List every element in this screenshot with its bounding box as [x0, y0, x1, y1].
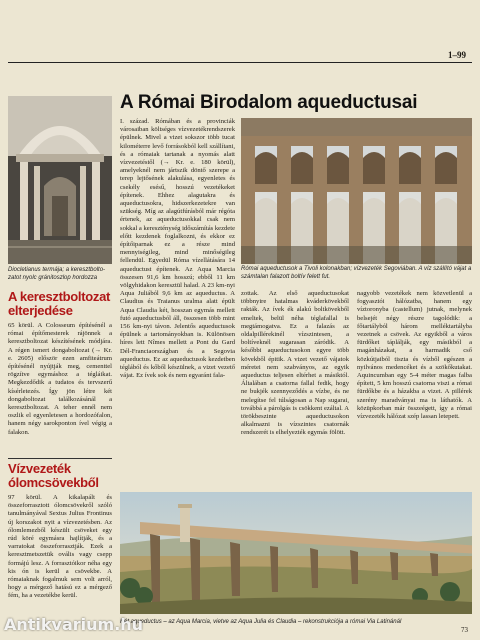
- segovia-aqueduct-photo: [241, 118, 472, 264]
- running-header-rule: [8, 62, 472, 63]
- bath-photo-caption: Diocletianus termája; a keresztbolto-zatot nyolc gránitoszlop hordozza: [8, 267, 106, 281]
- via-latina-reconstruction-painting: [120, 492, 472, 614]
- page-number: 73: [461, 626, 468, 634]
- section-text-lead-pipes: 97 körül. A kikalapált és összeforrasztott ólomcsövekről szóló tanulmányával Sextus Julius Frontinus új korszakot nyit a vízvezetésben. Az ólomlemezből készült csöveket egy rúd köré egymásra hajlítják, és a varratokat összeforrasztják. Ezek a keresztmetszetük ovális vagy csepp formájú lesz. A forrasztóikor néha egy kis ón is kerül a csövekbe. A rómaiaknak fogalmuk sem volt arról, hogy a mérgező hatású ez a mérgező fém, ha a vezetékbe kerül.: [8, 494, 112, 600]
- reconstruction-caption: Két aqueductus – az Aqua Marcia, vietve az Aqua Julia és Claudia – rekonstrukciója a római Via Latinánál: [120, 619, 402, 625]
- article-column-2: zottak. Az első aqueductusokat többnyire hatalmas kváderkövekből rakták. Az ívek ék alakú boltkövekből emeltek, belül néha téglafallal is megtámogatva. Ez a falazás az oldalpillérekinél vízszintesen, a boltíveknél sugarasan záródik. A későbbi aqueductusokon egyre több kövekből épitik. A vizet vezető vájatok méretei nem szabványos, az egyik aqueductus teljesen eltérhet a másiktól. Általában a csatorna fallal fedik, hogy ne bukjék szennyeződés a vízbe, és ne melegítse fel túlságosan a Nap sugarai, továbbá a párolgás is csökkent ezáltal. A törökbeszinte aqueductusokon alkalmazni is vízszintes csatornák rendszerét is elhelyezték egymás fölött.: [241, 290, 349, 437]
- article-column-3: nagyobb vezetékek nem közvetlenül a fogyasztói hálózatba, hanem egy víztoronyba (castellum) jutnak, melynek belsejét négy részre tagolódik: a főtartályból három melléktartályba vezetnek a csövek. Az egyikből a város fürdőket táplálják, egy másikból a magánházakat, a harmadik cső közkútjaiból tiszta és vízből egészen a nyilvános medencéket és a szökőkutakat. Aquincumban egy 5-4 méter magas falba épített, 5 km hosszú csatorna viszi a római fürdőkbe és a házakba a vizet. A pillérek szerény maradványai ma is láthatók. A közüpkorban már összeégett, így a római vízvezeték hálózat szép lassan letepett.: [357, 290, 472, 421]
- section-divider: [8, 458, 112, 459]
- section-text-cross-vault: 65 körül. A Colosseum építésénél a római építőmesterek rájönnek a keresztboltozat készítésének módjára. A régen ismert dongaboltozat (→ Kr. e. 2605) először ezen amfiteátrum építésénél nyújtják meg, cementtel rögzítve egymáshoz a tégláikat. Megkezdődik a tudatos és tervszerű kísérletezés. Így jön létre két dongaboltozat találkozásánál a keresztboltozat. A teher ennél nem oszlik el egyenletesen a hordozófalon, hanem négy sarokponton ível végig a falakon.: [8, 322, 112, 436]
- watermark: Antikvarium.hu: [4, 615, 144, 634]
- page-label: 1–99: [448, 50, 466, 60]
- section-heading-cross-vault: A keresztboltozat elterjedése: [8, 289, 111, 318]
- bath-interior-photo: [8, 96, 112, 264]
- segovia-photo-caption: Római aqueductusok a Tivoli kolonakban; vízvezeték Segoviában. A víz szállító vájat a számtalan falazott boltív felett fut.: [241, 266, 472, 280]
- article-title: A Római Birodalom aqueductusai: [120, 92, 418, 113]
- section-heading-lead-pipes: Vízvezeték ólomcsövekből: [8, 461, 99, 490]
- article-column-1: I. század. Rómában és a provinciák városaiban költséges vízvezetékrendszerek épülnek. Mivel a vizet sokszor több tucat kilométerre levő forrásokból kell szállítani, és a rómaiak tartanak a nyomás alatt vízvezetéstől (→ Kr. e. 180 körül), amelyeknél nem jártszik döntő szerepe a terep lejtősének alakulása, egyenletes és csekély esésű, hosszú vezetékeket építenek. Ehhez alagutakra és aqueductusokra, hidszerkezetekre van szükség. Míg az alagútfúrásból már régóta értenek, az aqueductusokkal csak nem sokkal a kereszténység időszámítás kezdete előtt kezdenek foglalkozni, és ekkor ez építőiparnak ez a része mind mennyiségileg, mind minőségileg fellendül. Egyedül Róma vízellátására 14 aqueductust építenek. Az Aqua Marcia összesen 91,6 km hosszú; ebből 11 km völgyhidakon keresztül halad. A 23 km-nyi Aqua Juliából 9,6 km az aqueductus. A Claudius és Traianus uralma alatt épült Aqua Claudia két, hosszan egymás mellett futó aqueductusból áll, összesen több mint 156 km-nyi távon. Jelentős aqueductusok épülnek a tartományokban is. Különösen híres lett Nîmes mellett a Pont du Gard Dél-Franciaországban és a Segovia aqueductus. Ez az aqueductusok kezdetben téglából és kőből készülnek, a vizet vezető vájat. Ez ívek sok és nem egyaránt fala-: [120, 118, 235, 380]
